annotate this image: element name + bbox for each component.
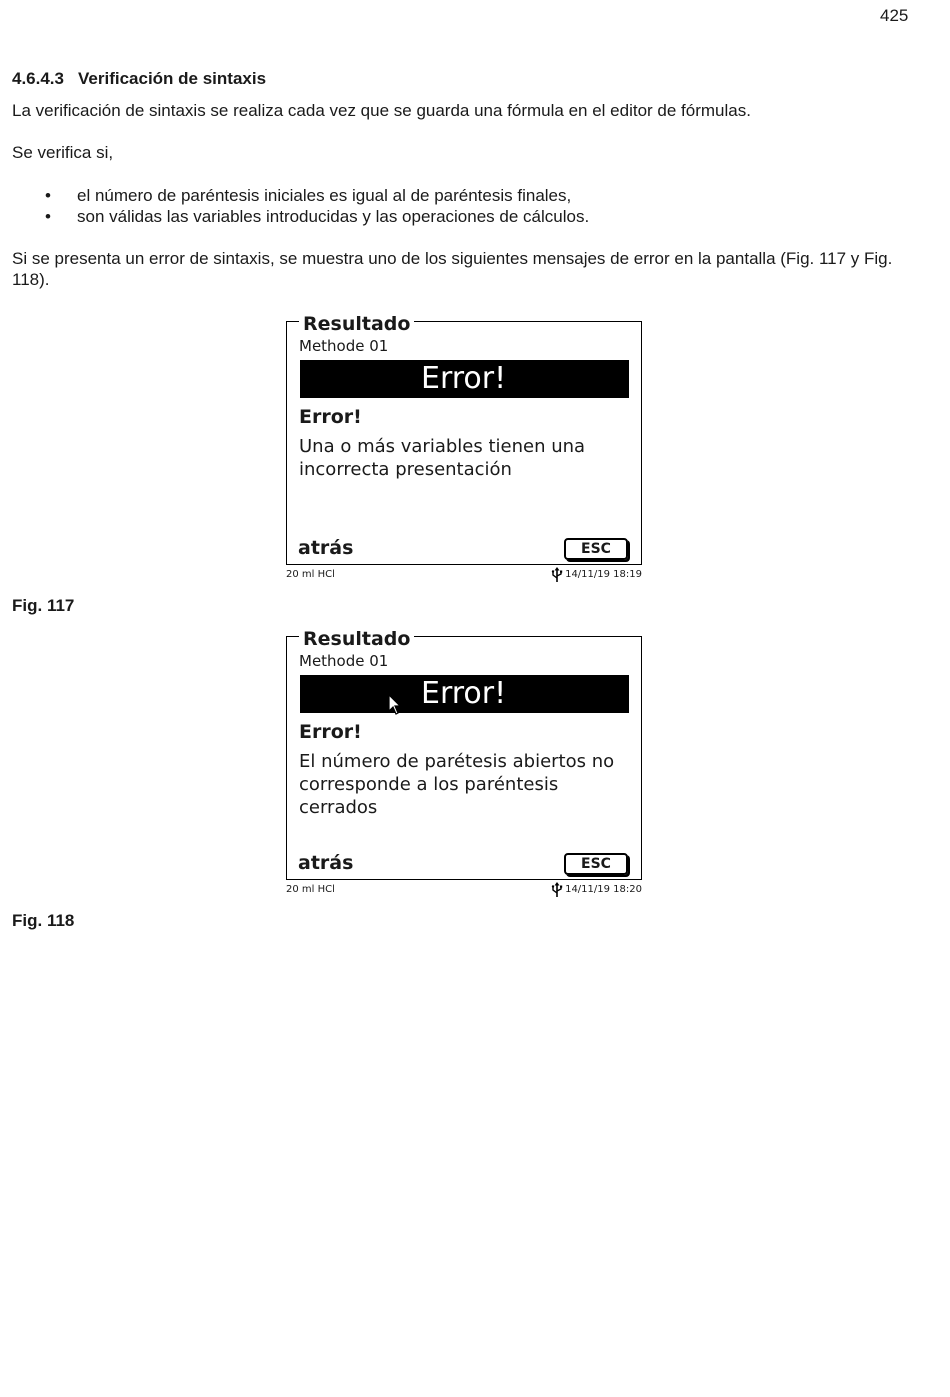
section-heading	[12, 69, 266, 89]
error-label: Error!	[299, 406, 362, 428]
back-button[interactable]: atrás	[298, 852, 354, 874]
mouse-cursor-icon	[388, 694, 402, 716]
error-paragraph: Si se presenta un error de sintaxis, se muestra uno de los siguientes mensajes de error en la pantalla (Fig. 117 y Fig. 118).	[12, 249, 893, 289]
section-title: Verificación de sintaxis	[78, 69, 267, 88]
device-screen-fig117	[286, 313, 642, 565]
method-name: Methode 01	[299, 337, 389, 355]
error-banner	[300, 360, 629, 398]
error-message	[299, 750, 629, 819]
bullet-text: el número de paréntesis iniciales es igual al de paréntesis finales,	[77, 186, 572, 205]
list-item	[12, 185, 589, 206]
reagent-label: 20 ml HCl	[286, 884, 335, 895]
error-banner-text: Error!	[421, 361, 507, 396]
section-number: 4.6.4.3	[12, 69, 64, 88]
datetime: 14/11/19 18:19	[565, 569, 642, 580]
status-bar-fig117	[286, 569, 642, 583]
bullet-list	[12, 185, 589, 227]
usb-icon	[551, 882, 563, 898]
back-button[interactable]: atrás	[298, 537, 354, 559]
figure-caption: Fig. 117	[12, 596, 75, 615]
datetime: 14/11/19 18:20	[565, 884, 642, 895]
bullet-text: son válidas las variables introducidas y las operaciones de cálculos.	[77, 207, 590, 226]
error-banner-text: Error!	[421, 676, 507, 711]
device-screen-fig118	[286, 628, 642, 880]
bullet-glyph: •	[45, 186, 51, 205]
intro-paragraph: La verificación de sintaxis se realiza cada vez que se guarda una fórmula en el editor de fórmulas.	[12, 101, 751, 120]
list-item	[12, 206, 589, 227]
error-message	[299, 435, 599, 481]
method-name: Methode 01	[299, 652, 389, 670]
usb-icon	[551, 567, 563, 583]
screen-title: Resultado	[299, 628, 414, 650]
error-message-line: corresponde a los paréntesis cerrados	[299, 774, 559, 818]
esc-button[interactable]: ESC	[564, 853, 628, 875]
error-message-line: incorrecta presentación	[299, 459, 512, 480]
error-banner	[300, 675, 629, 713]
check-paragraph: Se verifica si,	[12, 143, 114, 162]
error-message-line: Una o más variables tienen una	[299, 436, 586, 457]
esc-button[interactable]: ESC	[564, 538, 628, 560]
error-label: Error!	[299, 721, 362, 743]
screen-title: Resultado	[299, 313, 414, 335]
page-number: 425	[880, 6, 909, 25]
status-bar-fig118	[286, 884, 642, 898]
error-message-line: El número de parétesis abiertos no	[299, 751, 615, 772]
bullet-glyph: •	[45, 207, 51, 226]
reagent-label: 20 ml HCl	[286, 569, 335, 580]
figure-caption: Fig. 118	[12, 911, 75, 930]
